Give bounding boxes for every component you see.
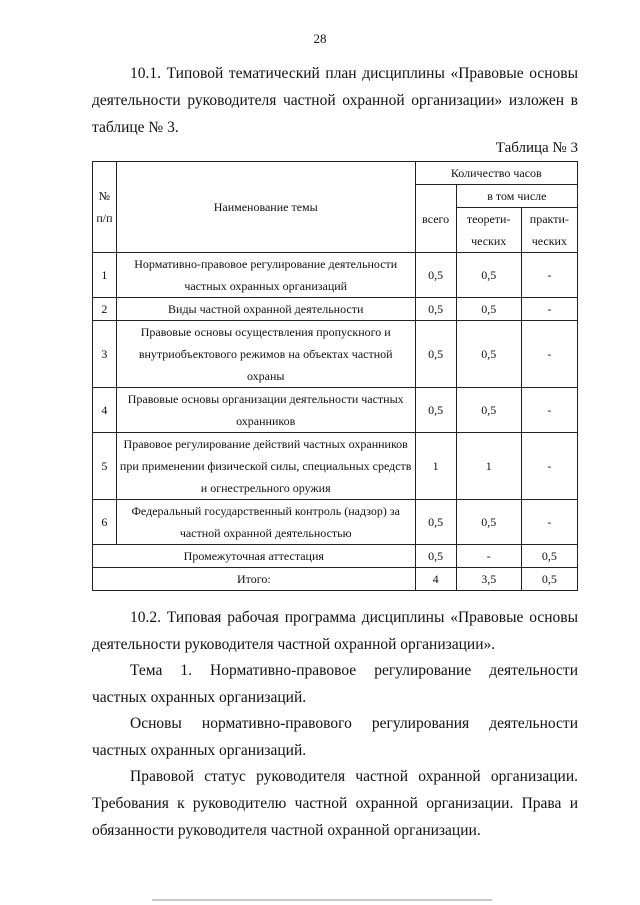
header-practical: практи-ческих [521,208,577,253]
body-paragraph: Основы нормативно-правового регулирования деятельности частных охранных организаций. [92,715,578,759]
row-number: 5 [93,433,117,500]
table-row [93,321,578,388]
row-topic: Правовые основы организации деятельности частных охранников [116,388,415,433]
row-total: 0,5 [415,253,456,298]
row-theoretical: 0,5 [456,253,521,298]
row-number: 6 [93,500,117,545]
row-number: 1 [93,253,117,298]
program-paragraph: 10.2. Типовая рабочая программа дисциплины «Правовые основы деятельности руководителя частной охранной организации». [92,609,578,653]
intermediate-practical: 0,5 [521,545,577,568]
topic-heading: Тема 1. Нормативно-правовое регулирование деятельности частных охранных организаций. [92,662,578,706]
scan-edge-line [152,899,492,901]
row-theoretical: 1 [456,433,521,500]
totals-label: Итого: [93,568,416,591]
row-topic: Правовые основы осуществления пропускного и внутриобъектового режимов на объектах частной охраны [116,321,415,388]
totals-practical: 0,5 [521,568,577,591]
row-total: 0,5 [415,500,456,545]
row-topic: Нормативно-правовое регулирование деятельности частных охранных организаций [116,253,415,298]
header-theoretical: теорети-ческих [456,208,521,253]
row-practical: - [521,500,577,545]
row-practical: - [521,298,577,321]
header-row [93,162,578,185]
header-hours: Количество часов [415,162,577,185]
header-total: всего [415,185,456,253]
thematic-plan-table [92,161,578,591]
row-total: 0,5 [415,298,456,321]
header-number: № п/п [93,162,117,253]
body-paragraph: Правовой статус руководителя частной охранной организации. Требования к руководителю частной охранной организации. Права и обязанности руководителя частной охранной организации. [92,768,578,839]
table-row [93,298,578,321]
row-number: 2 [93,298,117,321]
table-row [93,500,578,545]
table-row [93,433,578,500]
page-number: 28 [313,31,327,46]
row-total: 0,5 [415,388,456,433]
row-theoretical: 0,5 [456,298,521,321]
row-number: 3 [93,321,117,388]
table-row [93,388,578,433]
row-topic: Виды частной охранной деятельности [116,298,415,321]
row-topic: Правовое регулирование действий частных охранников при применении физической силы, специальных средств и огнестрельного оружия [116,433,415,500]
header-including: в том числе [456,185,577,208]
row-theoretical: 0,5 [456,388,521,433]
intermediate-row [93,545,578,568]
row-total: 1 [415,433,456,500]
totals-row [93,568,578,591]
row-topic: Федеральный государственный контроль (надзор) за частной охранной деятельностью [116,500,415,545]
totals-theoretical: 3,5 [456,568,521,591]
header-topic: Наименование темы [116,162,415,253]
row-practical: - [521,321,577,388]
intermediate-label: Промежуточная аттестация [93,545,416,568]
intermediate-theoretical: - [456,545,521,568]
totals-total: 4 [415,568,456,591]
row-theoretical: 0,5 [456,500,521,545]
row-number: 4 [93,388,117,433]
row-practical: - [521,253,577,298]
row-theoretical: 0,5 [456,321,521,388]
intermediate-total: 0,5 [415,545,456,568]
table-row [93,253,578,298]
row-practical: - [521,388,577,433]
row-practical: - [521,433,577,500]
intro-paragraph: 10.1. Типовой тематический план дисциплины «Правовые основы деятельности руководителя частной охранной организации» изложен в таблице № 3. [92,65,578,136]
row-total: 0,5 [415,321,456,388]
table-caption: Таблица № 3 [495,140,578,156]
